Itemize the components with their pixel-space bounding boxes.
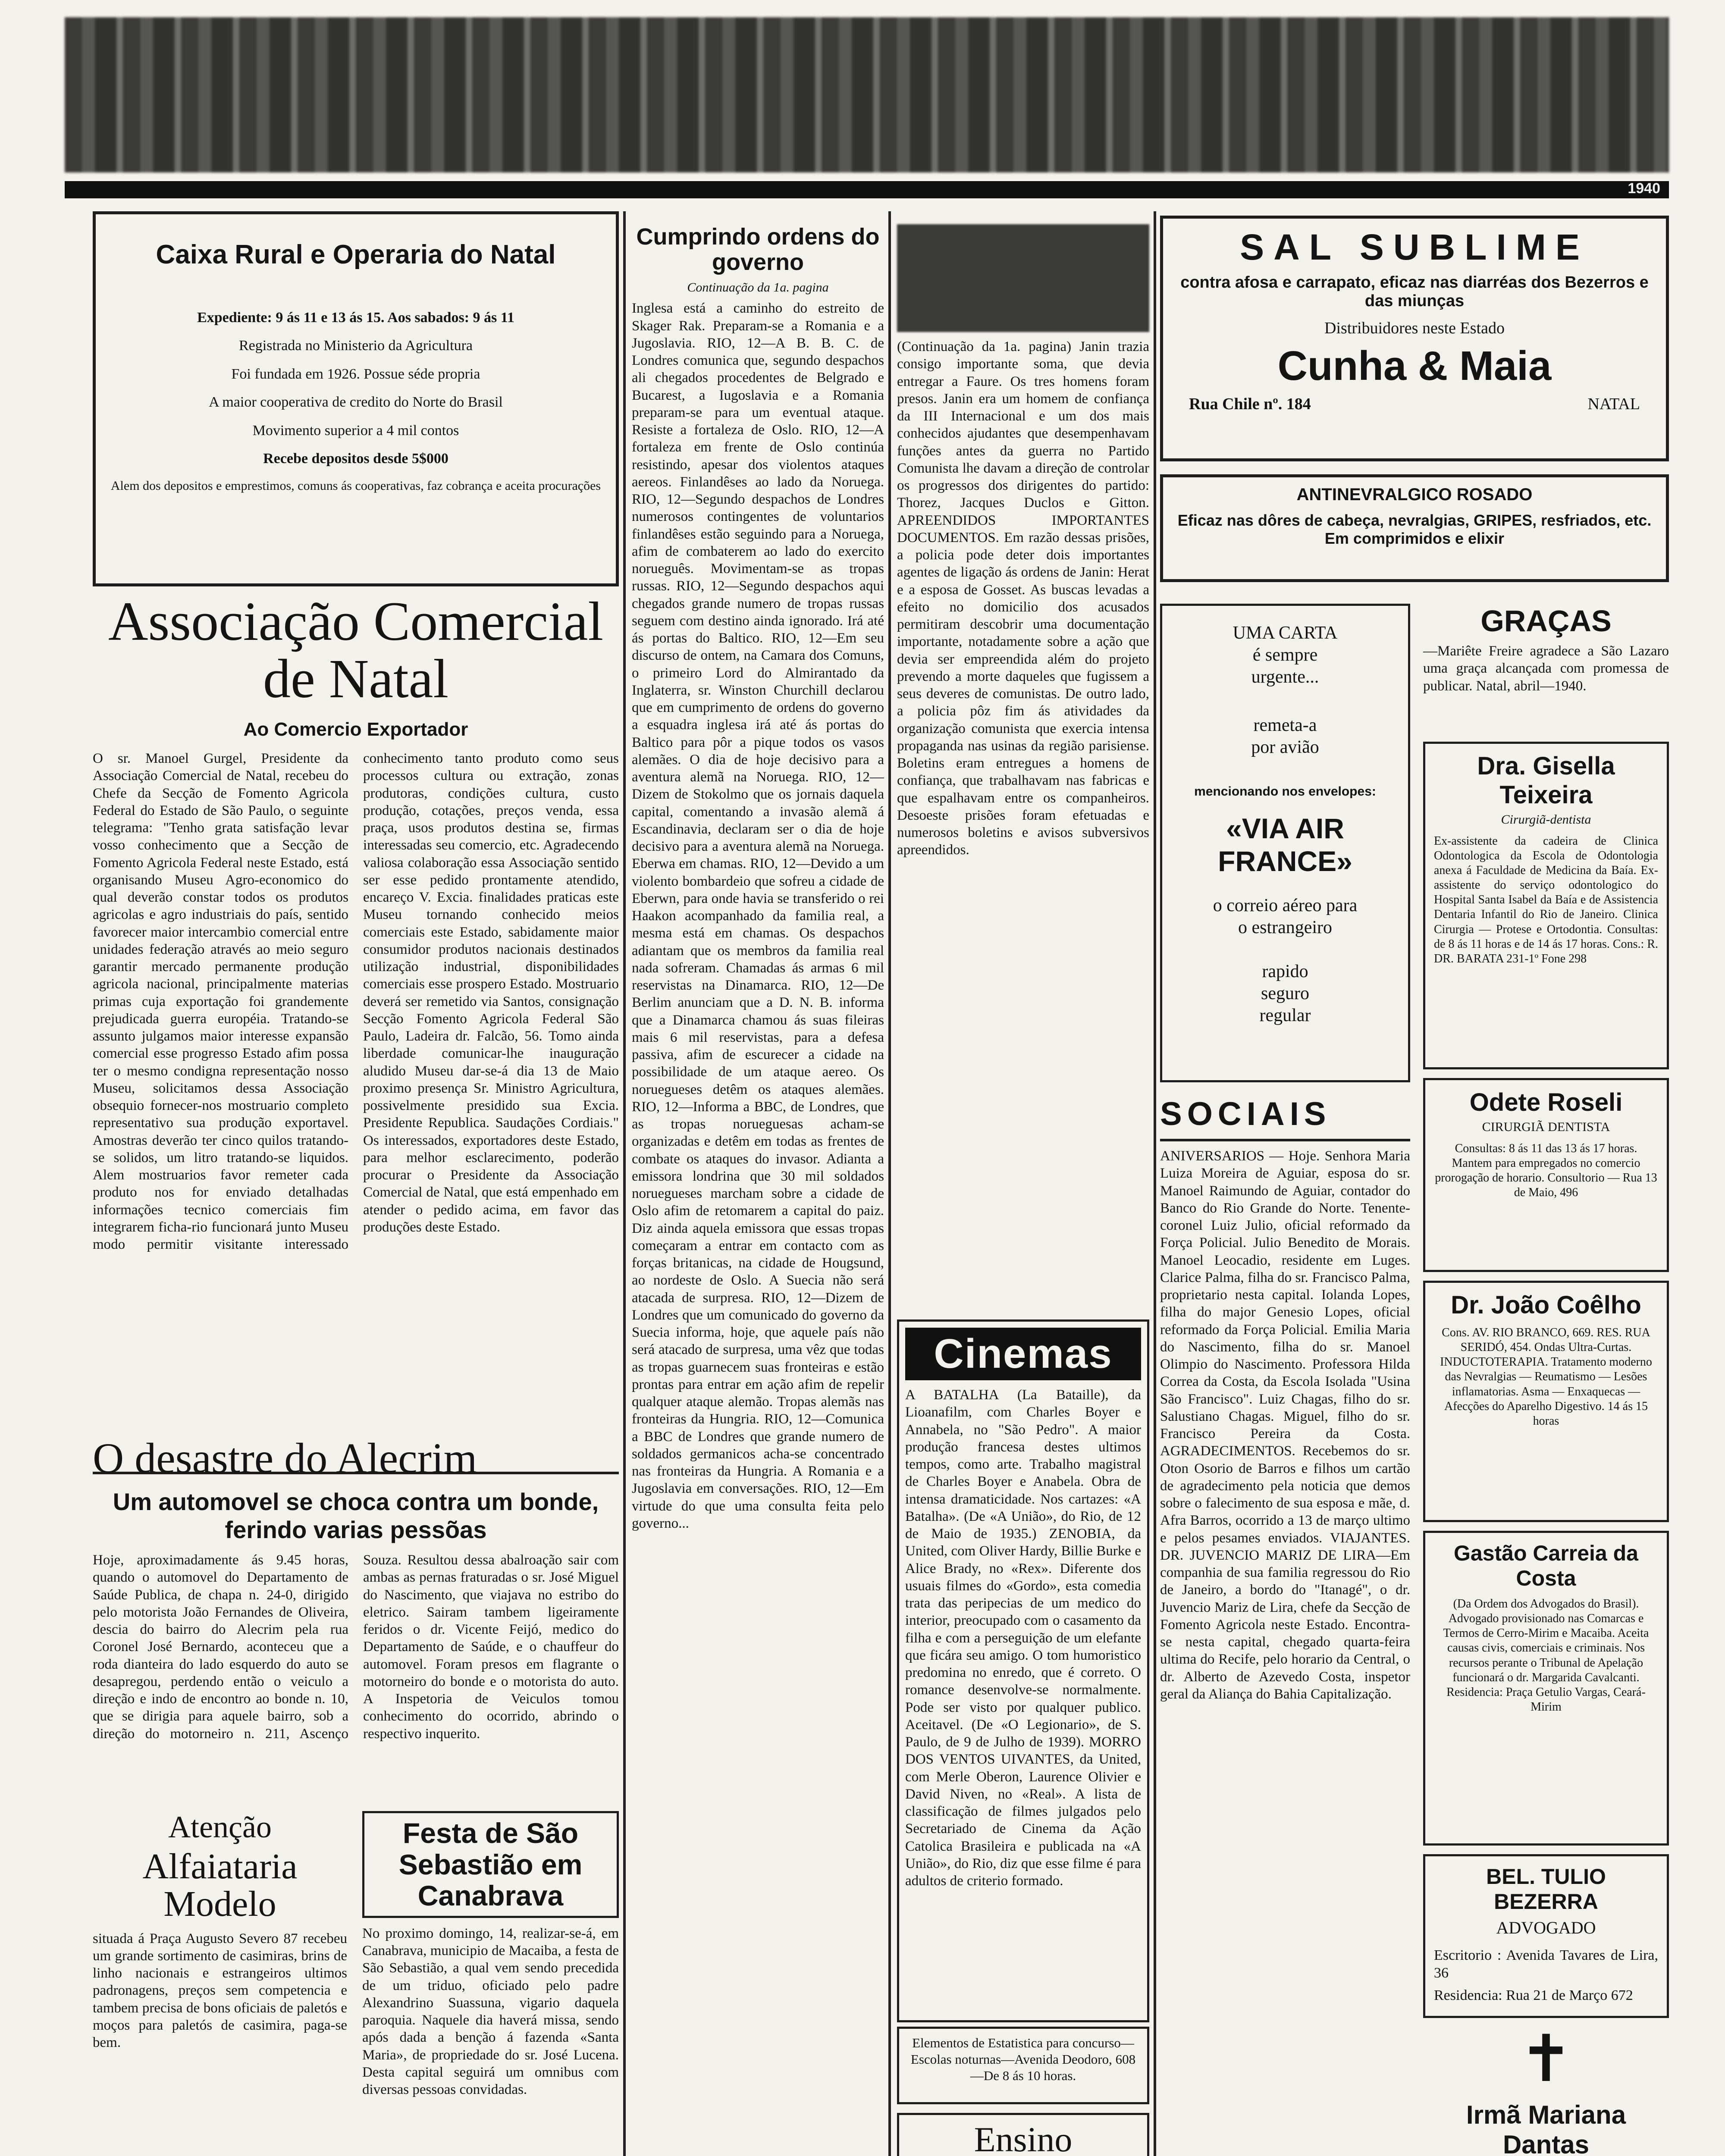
sal-sublime-title: SAL SUBLIME [1240, 227, 1589, 267]
masthead-rule [65, 181, 1669, 198]
odete-details: Consultas: 8 ás 11 das 13 ás 17 horas. Mantem para empregados no comercio prorogação de horario. Consultorio — Rua 13 de Maio, 496 [1435, 1141, 1657, 1200]
airmail-line-1: UMA CARTA [1233, 623, 1338, 643]
bank-movement: Movimento superior a 4 mil contos [252, 422, 459, 439]
air-france-name: «VIA AIR FRANCE» [1218, 812, 1352, 877]
airmail-line-8: o correio aéreo para [1213, 896, 1358, 916]
air-france-ad [1160, 604, 1410, 1082]
odete-profession: CIRURGIÃ DENTISTA [1482, 1120, 1610, 1134]
tailor-ad [93, 1811, 347, 2156]
sal-sublime-body: contra afosa e carrapato, eficaz nas diarréas dos Bezerros e das miunças [1180, 273, 1649, 310]
column-divider [888, 211, 891, 2156]
night-school-text: Elementos de Estatistica para concurso—Escolas noturnas—Avenida Deodoro, 608—De 8 ás 10 horas. [910, 2035, 1136, 2083]
masthead [65, 17, 1669, 198]
cinemas-reviews: A BATALHA (La Bataille), da Lioanafilm, com Charles Boyer e Annabela, no "São Pedro". A maior produção francesa destes ultimos tempos, como arte. Trabalho magistral de Charles Boyer e Anabela. Obra de intensa dramaticidade. Nos cartazes: «A Batalha». (De «A União», do Rio, de 12 de Maio de 1935.) ZENOBIA, da United, com Oliver Hardy, Billie Burke e Alice Brady, no «Rex». Diferente dos usuais filmes do «Gordo», esta comedia trata das peripecias de um medico do interior, preocupado com o casamento da filha e com a perseguição de um elefante que ficára seu amigo. O tom humoristico predomina no enredo, que é correto. O romance desenvolve-se normalmente. Pode ser visto por qualquer publico. Aceitavel. (De «O Legionario», de S. Paulo, de 9 de Julho de 1939). MORRO DOS VENTOS UIVANTES, da United, com Merle Oberon, Laurence Olivier e David Niven, no «Real». A lista de classificação de filmes julgados pelo Secretariado de Cinema da Ação Catolica Brasileira e publicada na «A União», do Rio, diz que esse filme é para adultos de criterio formado. [905, 1387, 1141, 1889]
accident-subheadline: Um automovel se choca contra um bonde, ferindo varias pessõas [113, 1488, 599, 1543]
joao-coelho-details: Cons. AV. RIO BRANCO, 669. RES. RUA SERIDÓ, 454. Ondas Ultra-Curtas. INDUCTOTERAPIA. Tratamento moderno das Nevralgias — Reumatismo — Lesões inflamatorias. Asma — Enxaquecas — Afecções do Aparelho Digestivo. 14 ás 15 horas [1440, 1326, 1652, 1428]
obituary-name: Irmã Mariana Dantas [1466, 2100, 1626, 2156]
sal-sublime-address: Rua Chile nº. 184 [1189, 395, 1311, 414]
festival-title-box [362, 1811, 619, 1918]
airmail-line-9: o estrangeiro [1238, 918, 1333, 938]
bank-hours: Expediente: 9 ás 11 e 13 ás 15. Aos sabados: 9 ás 11 [197, 310, 514, 326]
tulio-ad [1423, 1854, 1669, 2018]
night-school-ad [897, 2027, 1149, 2104]
war-news-body: Inglesa está a caminho do estreito de Skager Rak. Preparam-se a Romania e a Jugoslavia. RIO, 12—A B. B. C. de Londres comunica que, segundo despachos ali chegados procedentes de Belgrado e Bucarest, a Iugoslavia e a Romania preparam-se para um eventual ataque. Resiste a fortaleza de Oslo. RIO, 12—A fortaleza em frente de Oslo continúa resistindo, apesar dos violentos ataques aereos. Finlandêses ao lado da Noruega. RIO, 12—Segundo despachos de Londres numerosos contingentes de voluntarios finlandêses estão seguindo para a Noruega, afim de combaterem ao lado do exercito norueguês. Movimentam-se as tropas russas. RIO, 12—Segundo despachos aqui chegados grande numero de tropas russas seguem com destino ainda ignorado. Irá até ás portas do Baltico. RIO, 12—Em seu discurso de ontem, na Camara dos Comuns, o primeiro Lord do Almirantado da Inglaterra, sr. Winston Churchill declarou que em cumprimento de ordens do governo a esquadra inglesa irá até ás portas do Baltico para pôr a pique todos os vasos alemães. O dia de hoje decisivo para a aventura alemã na Noruega. RIO, 12—Dizem de Stokolmo que os jornais daquela capital, comentando a invasão alemã á Escandinavia, declaram ser o dia de hoje decisivo para a aventura alemã na Noruega. Eberwa em chamas. RIO, 12—Devido a um violento bombardeio que sofreu a cidade de Eberwn, para onde havia se transferido o rei Haakon acompanhado da familia real, a mesma está em chamas. Os despachos adiantam que os membros da familia real nada sofreram. Chamadas ás armas 6 mil reservistas na Dinamarca. RIO, 12—De Berlim anunciam que a D. N. B. informa que a Dinamarca chamou ás suas fileiras mais 6 mil reservistas, para a defesa passiva, afim de escurecer a cidade na possibilidade de um ataque aereo. Os noruegueses detêm os ataques alemães. RIO, 12—Informa a BBC, de Londres, que as tropas norueguesas acham-se organizadas e detêm em todas as frentes de combate os ataques do invasor. Adianta a emissora londrina que 30 mil soldados noruegueses marcham sobre a cidade de Oslo afim de retomarem a capital do paiz. Diz ainda aquela emissora que essas tropas começaram a entrar em contacto com as forças britanicas, na cidade de Hougsund, ao nordeste de Oslo. A Suecia não será atacada de surpresa. RIO, 12—Dizem de Londres que um comunicado do governo da Suecia informa, hoje, que aquele país não será atacado de surpresa, uma vêz que todas as tropas guarnecem suas fronteiras e estão prontas para entrar em ação afim de repelir qualquer ataque alemão. Tropas alemãs nas fronteiras da Hungria. RIO, 12—Comunica a BBC de Londres que grande numero de soldados germanicos acha-se concentrado nas fronteiras da Hungria. A Romania e a Jugoslavia em conversações. RIO, 12—Em virtude do que uma consulta feita pelo governo... [632, 301, 884, 1531]
communist-arrests-article [897, 224, 1149, 1313]
tulio-office: Escritorio : Avenida Tavares de Lira, 36 [1434, 1947, 1658, 1981]
assoc-article [93, 593, 619, 1480]
accident-headline: O desastre do Alecrim [93, 1434, 477, 1482]
tulio-name: BEL. TULIO BEZERRA [1486, 1865, 1606, 1914]
airmail-line-2: é sempre [1252, 645, 1318, 665]
bank-title: Caixa Rural e Operaria do Natal [156, 240, 556, 270]
thanks-notice [1423, 604, 1669, 695]
assoc-subheadline: Ao Comercio Exportador [243, 719, 468, 740]
festival-headline: Festa de São Sebastião em Canabrava [398, 1817, 583, 1912]
gisella-ad [1423, 742, 1669, 1069]
thanks-title: GRAÇAS [1480, 604, 1612, 638]
secondary-teaching-ad [897, 2113, 1149, 2156]
cinemas-box [897, 1319, 1149, 2022]
rosado-body: Eficaz nas dôres de cabeça, nevralgias, GRIPES, resfriados, etc. Em comprimidos e elixir [1177, 511, 1652, 547]
bank-services: Alem dos depositos e emprestimos, comuns ás cooperativas, faz cobrança e aceita procurações [110, 478, 601, 493]
airmail-line-6: mencionando nos envelopes: [1194, 784, 1376, 799]
bank-ad [93, 211, 619, 586]
gastao-name: Gastão Carreia da Costa [1454, 1541, 1638, 1590]
war-news-column [632, 224, 884, 2156]
airmail-line-5: por avião [1251, 737, 1319, 757]
sal-sublime-firm: Cunha & Maia [1277, 343, 1552, 389]
masthead-ink-smudge [65, 17, 1669, 172]
assoc-body: O sr. Manoel Gurgel, Presidente da Associação Comercial de Natal, recebeu do Chefe da Secção de Fomento Agricola Federal do Estado de São Paulo, o seguinte telegrama: "Tenho grata satisfação levar vosso conhecimento que a Secção de Fomento Agricola Federal neste Estado, está organisando Museu Agro-economico do qual deverão constar todos os produtos agricolas e agro industriais do país, sentido favorecer maior intercambio comercial entre unidades federação através ao meio seguro garantir mercado permanente produção agricola nacional, principalmente materias primas cuja exportação foi grandemente prejudicada guerra européia. Tratando-se assunto julgamos maior interesse expansão comercial esse progresso Estado afim possa ter o mesmo condigna representação nosso Museu, solicitamos dessa Associação obsequio fornecer-nos mostruario completo representativo sua produção exportavel. Amostras deverão ter cinco quilos tratando-se solidos, um litro tratando-se liquidos. Alem mostruarios favor remeter cada produto nos for enviado detalhadas informações tecnico comerciais fim integrarem ficha-rio funcionará junto Museu modo permitir visitante interessado conhecimento tanto produto como seus processos cultura ou extração, zonas produtoras, condições cultura, custo produção, cotações, preços venda, essa praça, usos produtos destina se, firmas interessadas seu comercio, etc. Agradecendo valiosa colaboração essa Associação sentido ser esse pedido prontamente atendido, encareço V. Excia. finalidades praticas este Museu tornando conhecido meios comerciais este Estado, sabidamente maior consumidor produtos nacionais destinados utilização industrial, disponibilidades comerciais esse prospero Estado. Mostruario deverá ser remetido via Santos, consignação Secção Fomento Agricola Federal São Paulo, Ladeira dr. Falcão, 56. Tomo ainda liberdade comunicar-lhe inauguração aludido Museu dar-se-á dia 13 de Maio proximo presença Sr. Ministro Agricultura, possivelmente presidido sua Excia. Presidente Republica. Saudações Cordiais." Os interessados, exportadores deste Estado, para melhor esclarecimento, poderão procurar o Presidente da Associação Comercial de Natal, que está empenhado em atender o pedido acima, em favor das produções deste Estado. [93, 751, 619, 1253]
bank-deposits: Recebe depositos desde 5$000 [263, 451, 448, 467]
tulio-residence: Residencia: Rua 21 de Março 672 [1434, 1987, 1633, 2003]
sal-sublime-city: NATAL [1587, 395, 1640, 414]
accident-article [93, 1436, 619, 1853]
column-divider [623, 211, 626, 2156]
social-title: SOCIAIS [1160, 1096, 1331, 1132]
accident-body: Hoje, aproximadamente ás 9.45 horas, quando o automovel do Departamento de Saúde Publica, de chapa n. 24-0, dirigido pelo motorista João Fernandes de Oliveira, descia do bairro do Alecrim pela rua Coronel José Bernardo, aconteceu que a roda dianteira do lado esquerdo do auto se desapregou, perdendo então o veiculo a direção e indo de encontro ao bonde n. 10, que se dirigia para aquele bairro, sob a direção do motorneiro n. 211, Ascenço Souza. Resultou dessa abalroação sair com ambas as pernas fraturadas o sr. José Miguel do Nascimento, que viajava no estribo do eletrico. Sairam tambem ligeiramente feridos o dr. Vicente Feijó, medico do Departamento de Saúde, e o chauffeur do automovel. Foram presos em flagrante o motorneiro do bonde e o motorista do auto. A Inspetoria de Veiculos tomou conhecimento do ocorrido, abrindo o respectivo inquerito. [93, 1552, 619, 1742]
war-news-continuation: Continuação da 1a. pagina [687, 280, 829, 295]
airmail-line-10: rapido [1262, 961, 1308, 981]
odete-ad [1423, 1078, 1669, 1272]
sal-sublime-distributors: Distribuidores neste Estado [1324, 319, 1505, 337]
social-rule [1160, 1139, 1410, 1141]
sal-sublime-address-row [1172, 394, 1657, 414]
thanks-body: —Mariête Freire agradece a São Lazaro uma graça alcançada com promessa de publicar. Natal, abril—1940. [1423, 643, 1669, 694]
social-body: ANIVERSARIOS — Hoje. Senhora Maria Luiza Moreira de Aguiar, esposa do sr. Manoel Raimundo de Aguiar, contador do Banco do Rio Grande do Norte. Tenente-coronel Luiz Julio, oficial reformado da Força Policial. Julio Benedito de Morais. Manoel Leocadio, residente em Luges. Clarice Palma, filha do sr. Francisco Palma, proprietario nesta capital. Iolanda Lopes, filha do major Genesio Lopes, oficial reformado da Força Policial. Emilia Maria do Nascimento, filha do sr. Manoel Olimpio do Nascimento. Professora Hilda Correa da Costa, da Escola Isolada "Usina São Francisco". Luiz Chagas, filho do sr. Salustiano Chagas. Miguel, filho do sr. Francisco Pereira da Costa. AGRADECIMENTOS. Recebemos do sr. Oton Osorio de Barros e filhos um cartão de agradecimento pela noticia que demos sobre o falecimento de sua esposa e mãe, d. Afra Barros, ocorrido a 13 de março ultimo e pelos pesames enviados. VIAJANTES. DR. JUVENCIO MARIZ DE LIRA—Em companhia de sua familia regressou do Rio de Janeiro, a bordo do "Itanagé", o dr. Juvencio Mariz de Lira, chefe da Secção de Fomento Agricola neste Estado. Encontra-se nesta capital, chegado quarta-feira ultima do Recife, pelo horario da Central, o dr. Alberto de Azevedo Costa, inspetor geral da Aliança do Bahia Capitalização. [1160, 1148, 1410, 1702]
gisella-name: Dra. Gisella Teixeira [1477, 752, 1615, 809]
sal-sublime-ad [1160, 216, 1669, 461]
bank-founded: Foi fundada em 1926. Possue séde propria [231, 366, 480, 382]
assoc-headline: Associação Comercial de Natal [108, 591, 603, 710]
obituary-notice [1423, 2021, 1669, 2156]
joao-coelho-name: Dr. João Coêlho [1451, 1291, 1641, 1319]
tailor-store: Alfaiataria Modelo [142, 1846, 298, 1924]
gisella-profession: Cirurgiã-dentista [1501, 812, 1591, 827]
tailor-title: Atenção [168, 1810, 272, 1844]
rosado-title: ANTINEVRALGICO ROSADO [1296, 485, 1533, 504]
airmail-line-4: remeta-a [1253, 715, 1317, 735]
bank-registration: Registrada no Ministerio da Agricultura [239, 338, 473, 354]
column-divider [1154, 211, 1156, 2156]
festival-article [362, 1811, 619, 2156]
war-news-headline: Cumprindo ordens do governo [636, 224, 880, 276]
tailor-body: situada á Praça Augusto Severo 87 recebeu um grande sortimento de casimiras, brins de linho nacionais e estrangeiros ultimos padronagens, preços sem competencia e tambem precisa de bons oficiais de paletós e moços para paletós de casimira, paga-se bem. [93, 1930, 347, 2051]
cross-icon: ✝ [1519, 2021, 1573, 2096]
bank-largest: A maior cooperativa de credito do Norte do Brasil [209, 394, 503, 411]
odete-name: Odete Roseli [1469, 1088, 1623, 1116]
airmail-line-12: regular [1259, 1006, 1311, 1026]
gastao-details: (Da Ordem dos Advogados do Brasil). Advogado provisionado nas Comarcas e Termos de Cerro-Mirim e Macaiba. Aceita causas civis, comerciais e criminais. Nos recursos perante o Tribunal de Apelação funcionará o dr. Margarida Cavalcanti. Residencia: Praça Getulio Vargas, Ceará-Mirim [1443, 1597, 1649, 1714]
tulio-profession: ADVOGADO [1496, 1918, 1596, 1937]
gisella-details: Ex-assistente da cadeira de Clinica Odontologica da Escola de Odontologia anexa á Faculdade de Medicina da Baía. Ex-assistente do serviço odontologico do Hospital Santa Isabel da Baía e de Assistencia Dentaria Infantil do Rio de Janeiro. Clinica Cirurgia — Protese e Ortodontia. Consultas: de 8 ás 11 horas e de 14 ás 17 horas. Cons.: R. DR. BARATA 231-1º Fone 298 [1434, 834, 1658, 965]
secondary-teaching-title: Ensino [974, 2120, 1073, 2156]
headline-ink-blot [897, 224, 1149, 332]
cinemas-banner: Cinemas [905, 1328, 1141, 1380]
joao-coelho-ad [1423, 1281, 1669, 1522]
rosado-ad [1160, 474, 1669, 582]
airmail-line-11: seguro [1261, 983, 1309, 1003]
gastao-ad [1423, 1531, 1669, 1846]
arrests-body: (Continuação da 1a. pagina) Janin trazia consigo importante soma, que devia entregar a Faure. Os tres homens foram presos. Janin era um homem de confiança da III Internacional e um dos mais conhecidos ajudantes que desempenhavam funções antes da guerra no Partido Comunista lhe davam a direção de controlar os progressos dos dirigentes do partido: Thorez, Jacques Duclos e Gitton. APREENDIDOS IMPORTANTES DOCUMENTOS. Em razão dessas prisões, a policia pode deter dois importantes agentes de ligação ás ordens de Janin: Herat e a esposa de Gosset. As buscas levadas a efeito no domicilio dos acusados permitiram descobrir uma documentação importante, notadamente sobre a ação que devia ser empreendida além do projeto prevendo a morte daqueles que fugissem a seus deveres de comunistas. De outro lado, a policia pôz fim ás atividades da organização comunista que exercia intensa propaganda nas usinas da região parisiense. Boletins eram entregues a homens de confiança, que trabalhavam nas fabricas e que espalhavam entre os companheiros. Desoeste prisões foram efetuadas e numerosos boletins e avisos subversivos apreendidos. [897, 339, 1149, 858]
festival-body: No proximo domingo, 14, realizar-se-á, em Canabrava, municipio de Macaiba, a festa de São Sebastião, a qual vem sendo precedida de um triduo, oficiado pelo padre Alexandrino Suassuna, vigario daquela paroquia. Naquele dia haverá missa, sendo após dada a benção á fazenda «Santa Maria», de propriedade do sr. José Lucena. Desta capital seguirá um omnibus com diversas pessoas convidadas. [362, 1925, 619, 2098]
masthead-date: 1940 [1628, 180, 1660, 197]
social-column [1160, 1095, 1410, 2156]
airmail-line-3: urgente... [1251, 667, 1319, 687]
